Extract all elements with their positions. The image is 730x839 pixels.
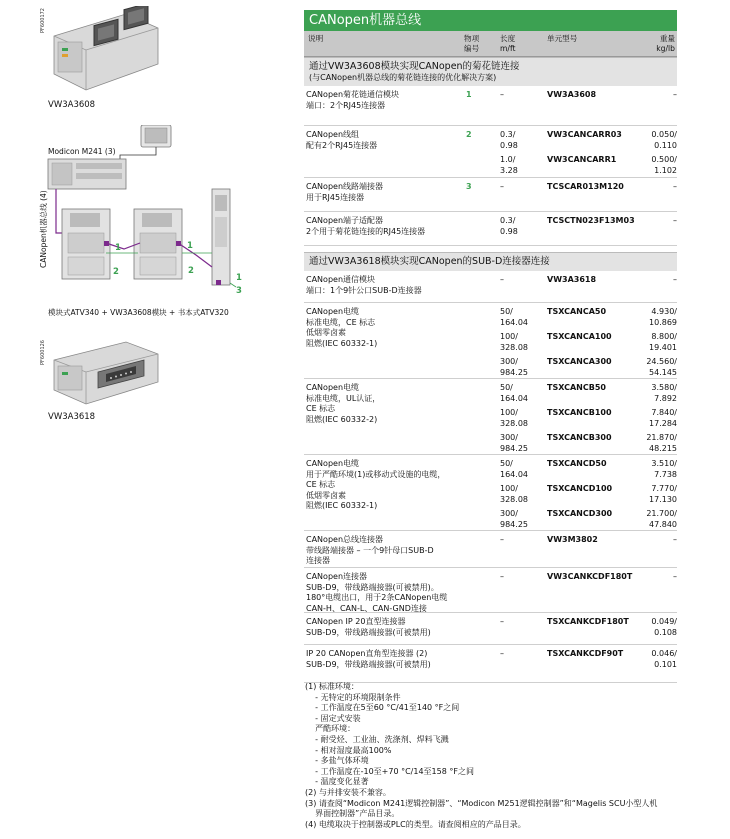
footnote-line: - 耐受烃、工业油、洗涤剂、焊料飞溅 [305,734,449,744]
reference-line: TSXCANCB100 [547,408,612,417]
footnote-line: (3) 请查阅“Modicon M241逻辑控制器”、“Modicon M251逻辑控制器”和“Magelis SCU小型人机 [305,798,658,808]
reference-line: VW3CANKCDF180T [547,572,633,581]
weight-line: – [673,182,677,191]
table-row [304,126,677,178]
item-number: 3 [466,182,472,191]
length-line: 0.3/ [500,130,516,139]
length-line: 100/ [500,484,518,493]
vw3a3618-module-image [48,336,160,408]
length-line: 984.25 [500,519,528,529]
reference-line: TCSCAR013M120 [547,182,624,191]
description-line: 端口：2个RJ45连接器 [306,100,386,110]
length-line: 1.0/ [500,155,516,164]
item-number: 2 [466,130,472,139]
reference-line: VW3M3802 [547,535,598,544]
table-row [304,645,677,683]
table-title: CANopen机器总线 [304,10,677,31]
row-description [304,216,464,240]
length-line: 0.98 [500,226,518,236]
footnote-line: - 工作温度在-10至+70 °C/14至158 °F之间 [305,766,474,776]
description-line: CANopen端子适配器 [306,216,384,225]
length-line: 984.25 [500,367,528,377]
length-line: 50/ [500,459,513,468]
footnote-line: - 固定式安装 [305,713,361,723]
description-line: CE 标志 [306,404,336,413]
length-line: 328.08 [500,494,528,504]
table-row [304,568,677,613]
footnote-line: (1) 标准环境： [305,682,359,691]
length-line: – [500,90,504,99]
length-line: 164.04 [500,393,528,403]
description-line: 阻燃(IEC 60332-2) [306,414,378,424]
table-row [304,613,677,645]
footnote-line: 严酷环境： [305,724,356,734]
section-title: 通过VW3A3608模块实现CANopen的菊花链连接 [309,61,520,72]
length-value [500,90,540,124]
weight-line: 7.840/ [651,408,677,417]
weight-line: 17.130 [649,494,677,504]
description-line: SUB-D9，带线路端接器(可被禁用) [306,659,431,669]
reference-line: VW3A3608 [547,90,597,99]
length-line: 0.98 [500,140,518,150]
length-value [500,130,540,176]
length-line: 100/ [500,408,518,417]
length-line: 300/ [500,357,518,366]
table-row [304,86,677,126]
bus-label: CANopen机器总线 (4) [39,190,48,268]
table-row [304,455,677,531]
length-line: 3.28 [500,165,518,175]
length-line: – [500,617,504,626]
footnote-line: (4) 电缆取决于控制器或PLC的类型。请查阅相应的产品目录。 [305,819,526,829]
canopen-network-diagram [46,125,246,300]
callout-2a: 2 [113,267,119,277]
weight-line: 0.101 [654,659,677,669]
weight-line: 0.110 [654,140,677,150]
callout-2b: 2 [188,266,194,276]
table-row [304,271,677,303]
col-len-1: 长度 [500,34,516,43]
reference-line: TSXCANCD100 [547,484,613,493]
description-line: 配有2个RJ45连接器 [306,140,378,150]
col-desc: 说明 [308,34,324,43]
row-description [304,617,494,638]
diagram-caption: 模块式ATV340 + VW3A3608模块 + 书本式ATV320 [48,308,229,317]
description-line: CE 标志 [306,480,336,489]
callout-1b: 1 [187,241,193,251]
description-line: SUB-D9，带线路端接器(可被禁用) [306,627,431,637]
col-ref: 单元型号 [547,34,578,43]
description-line: 阻燃(IEC 60332-1) [306,501,378,510]
description-line: CANopen连接器 [306,572,368,581]
row-description [304,130,464,154]
col-num-2: 编号 [464,44,480,53]
row-description [304,649,494,670]
item-number: 1 [466,90,472,99]
weight-line: 1.102 [654,165,677,175]
weight-line: 3.580/ [651,383,677,392]
footnote-line: - 温度变化显著 [305,777,369,787]
section-2-rows [304,271,677,683]
row-description [304,182,464,206]
footnotes [305,682,705,830]
column-header-row [304,31,677,57]
weight-line: 47.840 [649,519,677,529]
weight-line: 0.050/ [651,130,677,139]
length-line: 300/ [500,433,518,442]
weight-line: 19.401 [649,342,677,352]
description-line: 标准电缆，CE 标志 [306,317,376,327]
weight-line: 10.869 [649,317,677,327]
table-row [304,531,677,568]
description-line: CANopen通信模块 [306,275,376,284]
length-line: 328.08 [500,342,528,352]
footnote-line: - 工作温度在5至60 °C/41至140 °F之间 [305,703,460,713]
description-line: CANopen电缆 [306,459,360,468]
weight-line: 0.500/ [651,155,677,164]
weight-line: – [673,275,677,284]
length-line: – [500,535,504,544]
weight-line: 17.284 [649,418,677,428]
description-line: 低烟零卤素 [306,328,346,337]
description-line: 用于严酷环境(1)或移动式设施的电缆， [306,469,446,479]
image-id-1: PF600172 [40,8,46,33]
table-row [304,178,677,212]
length-line: 984.25 [500,443,528,453]
weight-line: – [673,90,677,99]
weight-line: 7.738 [654,469,677,479]
length-value [500,182,540,210]
reference-line: TSXCANCB300 [547,433,612,442]
section-subd [304,252,677,271]
reference-line: TSXCANKCDF90T [547,649,624,658]
weight-line: – [673,535,677,544]
length-line: – [500,649,504,658]
row-description [304,535,494,567]
section-daisy-chain [304,57,677,86]
description-line: CANopen IP 20直型连接器 [306,617,406,626]
weight-line: 24.560/ [646,357,677,366]
weight-line: 7.770/ [651,484,677,493]
reference-line: TSXCANCD300 [547,509,613,518]
description-line: 用于RJ45连接器 [306,192,365,202]
vw3a3608-module-image [48,6,160,94]
description-line: CANopen电缆 [306,383,360,392]
length-line: – [500,275,504,284]
reference-line: TSXCANCA300 [547,357,612,366]
reference-line: TSXCANCD50 [547,459,607,468]
col-wt-1: 重量 [659,34,675,43]
weight-line: 4.930/ [651,307,677,316]
length-line: 50/ [500,307,513,316]
weight-line: 54.145 [649,367,677,377]
reference-line: TSXCANKCDF180T [547,617,629,626]
table-row [304,379,677,455]
callout-3: 3 [236,286,242,296]
row-description [304,307,494,349]
reference-line: TSXCANCB50 [547,383,606,392]
length-line: 328.08 [500,418,528,428]
weight-line: 8.800/ [651,332,677,341]
row-description [304,459,494,512]
left-illustrations [0,0,295,839]
row-description [304,572,494,614]
description-line: 带线路端接器 – 一个9针母口SUB-D [306,545,434,555]
section-1-rows [304,86,677,246]
weight-line: 0.049/ [651,617,677,626]
description-line: CANopen线路端接器 [306,182,384,191]
length-line: 164.04 [500,317,528,327]
table-row [304,303,677,379]
description-line: 阻燃(IEC 60332-1) [306,338,378,348]
table-row [304,212,677,246]
description-line: CANopen总线连接器 [306,535,384,544]
weight-line: 21.700/ [646,509,677,518]
weight-line: 7.892 [654,393,677,403]
image-id-2: PF600126 [40,340,46,365]
product-table [304,10,677,683]
weight-line: 0.108 [654,627,677,637]
row-description [304,90,464,114]
description-line: IP 20 CANopen直角型连接器 (2) [306,649,428,658]
image-caption-2: VW3A3618 [48,412,96,422]
reference-line: TSXCANCA100 [547,332,612,341]
row-description [304,275,494,296]
description-line: 180°电缆出口，用于2条CANopen电缆 [306,593,448,602]
length-line: 100/ [500,332,518,341]
footnote-line: - 无特定的环境限制条件 [305,692,401,702]
description-line: 标准电缆，UL认证， [306,393,381,403]
footnote-line: (2) 与并排安装不兼容。 [305,787,391,797]
weight-line: 48.215 [649,443,677,453]
weight-line: 3.510/ [651,459,677,468]
description-line: 低烟零卤素 [306,490,346,500]
col-len-2: m/ft [500,44,516,53]
footnote-line: - 相对湿度最高100% [305,745,392,755]
length-value [500,216,540,244]
footnote-line: - 多盐气体环境 [305,756,369,766]
description-line: 2个用于菊花链连接的RJ45连接器 [306,226,426,236]
length-line: 0.3/ [500,216,516,225]
length-line: 164.04 [500,469,528,479]
length-line: – [500,572,504,581]
reference-line: TCSCTN023F13M03 [547,216,635,225]
weight-line: 0.046/ [651,649,677,658]
reference-line: TSXCANCA50 [547,307,607,316]
description-line: 连接器 [306,556,330,565]
description-line: CAN-H、CAN-L、CAN-GND连接 [306,603,427,613]
section-title: 通过VW3A3618模块实现CANopen的SUB-D连接器连接 [309,256,550,267]
footnote-line: 界面控制器”产品目录。 [305,809,400,819]
length-line: 300/ [500,509,518,518]
reference-line: VW3CANCARR03 [547,130,622,139]
reference-line: VW3A3618 [547,275,597,284]
description-line: CANopen线组 [306,130,360,139]
controller-label: Modicon M241 (3) [48,147,116,156]
description-line: SUB-D9，带线路端接器(可被禁用)。 [306,582,439,592]
section-subtitle: (与CANopen机器总线的菊花链连接的优化解决方案) [309,73,497,82]
weight-line: – [673,216,677,225]
description-line: 端口：1个9针公口SUB-D连接器 [306,285,422,295]
description-line: CANopen菊花链通信模块 [306,90,400,99]
callout-1a: 1 [115,243,121,253]
weight-line: 21.870/ [646,433,677,442]
callout-1c: 1 [236,273,242,283]
col-num-1: 物项 [464,34,480,43]
reference-line: VW3CANCARR1 [547,155,617,164]
description-line: CANopen电缆 [306,307,360,316]
length-line: 50/ [500,383,513,392]
col-wt-2: kg/lb [656,44,675,53]
image-caption-1: VW3A3608 [48,100,96,110]
weight-line: – [673,572,677,581]
row-description [304,383,494,425]
length-line: – [500,182,504,191]
